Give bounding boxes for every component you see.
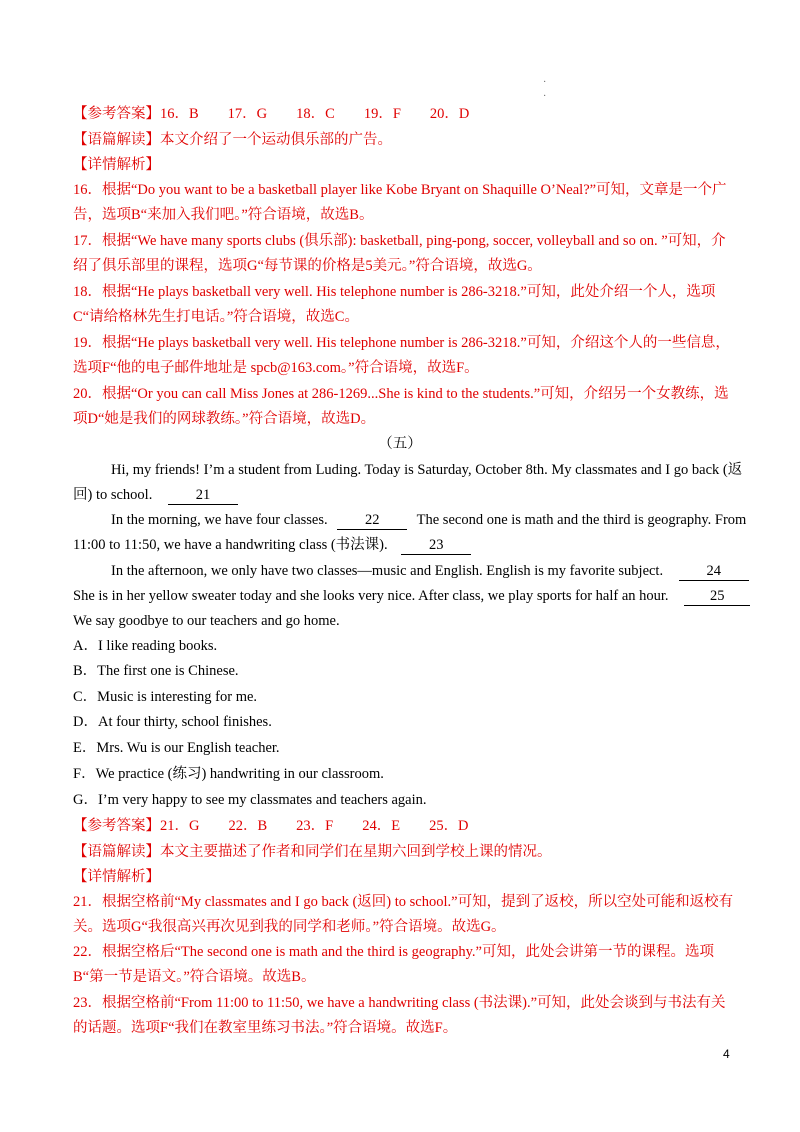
option-g: G．I’m very happy to see my classmates and teachers again. (73, 792, 427, 808)
answer-key-2: 【参考答案】21．G 22．B 23．F 24．E 25．D (73, 818, 469, 834)
passage-p2-line1 (111, 510, 747, 530)
explanation-22-line2: B“第一节是语文。”符合语境。故选B。 (73, 969, 316, 985)
explanation-16-line1: 16．根据“Do you want to be a basketball player like Kobe Bryant on Shaquille O’Neal?”可知，文章是一个广 (73, 182, 727, 198)
passage-text: 11:00 to 11:50, we have a handwriting class (书法课). (73, 537, 388, 553)
explanation-17-line1: 17．根据“We have many sports clubs (俱乐部): basketball, ping-pong, soccer, volleyball and so on. ”可知，介 (73, 233, 726, 249)
blank-24: 24 (679, 563, 749, 581)
blank-21: 21 (168, 487, 238, 505)
detail-label-1: 【详情解析】 (73, 157, 160, 173)
passage-text: In the afternoon, we only have two classes—music and English. English is my favorite subject. (111, 563, 664, 579)
option-d: D．At four thirty, school finishes. (73, 714, 272, 730)
passage-p3-line1 (111, 561, 731, 581)
option-c: C．Music is interesting for me. (73, 689, 258, 705)
option-f: F．We practice (练习) handwriting in our classroom. (73, 766, 384, 782)
passage-text: She is in her yellow sweater today and she looks very nice. After class, we play sports for half an hour. (73, 588, 669, 604)
explanation-18-line2: C“请给格林先生打电话。”符合语境，故选C。 (73, 309, 359, 325)
page-number: 4 (723, 1047, 730, 1061)
summary-1: 【语篇解读】本文介绍了一个运动俱乐部的广告。 (73, 132, 392, 148)
explanation-23-line1: 23．根据空格前“From 11:00 to 11:50, we have a handwriting class (书法课).”可知，此处会谈到与书法有关 (73, 995, 726, 1011)
explanation-21-line1: 21．根据空格前“My classmates and I go back (返回) to school.”可知，提到了返校，所以空处可能和返校有 (73, 894, 734, 910)
blank-25: 25 (684, 588, 750, 606)
detail-label-2: 【详情解析】 (73, 869, 160, 885)
passage-p3-line2 (73, 586, 733, 606)
blank-23: 23 (401, 537, 471, 555)
option-a: A．I like reading books. (73, 638, 218, 654)
explanation-20-line1: 20．根据“Or you can call Miss Jones at 286-1269...She is kind to the students.”可知，介绍另一个女教练，选 (73, 386, 729, 402)
section-title: （五） (378, 436, 422, 452)
blank-22: 22 (337, 512, 407, 530)
passage-p1-line2 (73, 485, 733, 505)
answer-key-1: 【参考答案】16．B 17．G 18．C 19．F 20．D (73, 106, 470, 122)
option-b: B．The first one is Chinese. (73, 663, 239, 679)
explanation-19-line2: 选项F“他的电子邮件地址是 spcb@163.com。”符合语境，故选F。 (73, 360, 479, 376)
passage-p1-line1: Hi, my friends! I’m a student from Luding. Today is Saturday, October 8th. My classmates and I go back (返 (111, 462, 743, 478)
passage-p3-line3: We say goodbye to our teachers and go home. (73, 613, 340, 629)
passage-text: The second one is math and the third is geography. From (416, 512, 747, 528)
option-e: E．Mrs. Wu is our English teacher. (73, 740, 280, 756)
corner-marks: · · (543, 77, 547, 102)
explanation-16-line2: 告，选项B“来加入我们吧。”符合语境，故选B。 (73, 207, 374, 223)
explanation-17-line2: 绍了俱乐部里的课程，选项G“每节课的价格是5美元。”符合语境，故选G。 (73, 258, 542, 274)
explanation-20-line2: 项D“她是我们的网球教练。”符合语境，故选D。 (73, 411, 376, 427)
explanation-21-line2: 关。选项G“我很高兴再次见到我的同学和老师。”符合语境。故选G。 (73, 919, 506, 935)
passage-p2-line2 (73, 535, 733, 555)
passage-text: 回) to school. (73, 487, 153, 503)
explanation-22-line1: 22．根据空格后“The second one is math and the third is geography.”可知，此处会讲第一节的课程。选项 (73, 944, 714, 960)
summary-2: 【语篇解读】本文主要描述了作者和同学们在星期六回到学校上课的情况。 (73, 844, 552, 860)
explanation-18-line1: 18．根据“He plays basketball very well. His telephone number is 286-3218.”可知，此处介绍一个人，选项 (73, 284, 716, 300)
explanation-23-line2: 的话题。选项F“我们在教室里练习书法。”符合语境。故选F。 (73, 1020, 458, 1036)
explanation-19-line1: 19．根据“He plays basketball very well. His telephone number is 286-3218.”可知，介绍这个人的一些信息， (73, 335, 730, 351)
passage-text: In the morning, we have four classes. (111, 512, 328, 528)
